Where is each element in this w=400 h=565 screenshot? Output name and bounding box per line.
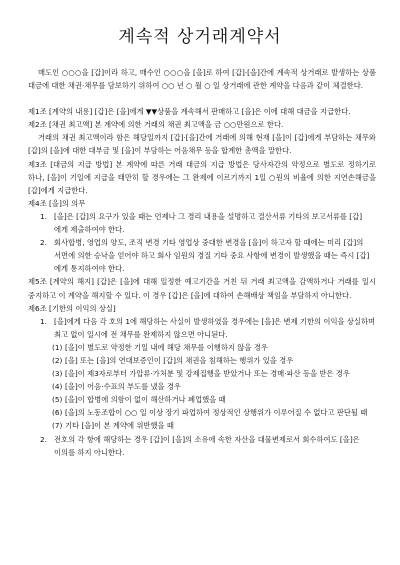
article-2-heading: 제2조 [채권 최고액] 본 계약에 의한 거래의 채권 최고액을 금 ○○만원으로 한다. <box>28 120 284 130</box>
sub-item-number: (5) <box>52 395 63 405</box>
article-6-list-continued <box>28 433 376 459</box>
sub-item <box>28 380 376 393</box>
article-2-body: 거래의 채권 최고액이라 함은 해당일까지 [갑]·[을]간에 거래에 의해 현재 [을]이 [갑]에게 부담하는 채무와 [갑]의 [을]에 대한 대부금 및 [을]이 부담하는 어음채무 등을 합계한 총액을 말한다. <box>28 133 376 156</box>
sub-item-text: 기타 [을]이 본 계약에 위반했을 때 <box>65 421 174 431</box>
sub-item-number: (4) <box>52 382 63 392</box>
sub-item <box>28 354 376 367</box>
item-number: 1. <box>40 211 47 221</box>
sub-item-text: [을]이 합병에 의함이 없이 해산하거나 폐업했을 때 <box>65 395 226 405</box>
article-1: 제1조 [계약의 내용] [갑]은 [을]에게 ▼▼상품을 계속해서 판매하고 [을]은 이에 대해 대금을 지급한다. <box>28 107 351 117</box>
sub-item <box>28 393 376 406</box>
item-text: [을]은 [갑]의 요구가 있을 때는 언제나 그 경리 내용을 설명하고 결산서류 기타의 보고서류를 [갑]에게 제출하여야 한다. <box>54 211 363 235</box>
sub-item-text: [을]의 노동조합이 ○○ 일 이상 장기 파업하여 정상적인 상행위가 이루어질 수 없다고 판단될 때 <box>65 408 368 418</box>
item-text: 전호의 각 항에 해당하는 경우 [갑]이 [을]의 소유에 속한 자산을 대물변제로서 회수하여도 [을]은 이의를 하지 아니한다. <box>54 434 360 457</box>
article-6-list <box>28 315 376 341</box>
list-item <box>28 210 376 236</box>
intro-paragraph: 매도인 ○○○을 [갑]이라 하고, 매수인 ○○○을 [을]로 하여 [갑]·[을]간에 계속적 상거래로 발생하는 상품 대금에 대한 채권·채무를 담보하기 위하여 ○○ 년 ○ 월 ○ 일 상거래에 관한 계약을 다음과 같이 체결한다. <box>28 68 376 91</box>
article-3: 제3조 [대금의 지급 방법] 본 계약에 따른 거래 대금의 지급 방법은 당사자간의 약정으로 별도로 정하기로 하나, [을]이 기일에 지급을 태만히 할 경우에는 그 완제에 이르기까지 1일 ○원의 비율에 의한 지연손해금을 [갑]에게 지급한다. <box>28 159 376 195</box>
item-text: [을]에게 다음 각 호의 1에 해당하는 사실이 발생하였을 경우에는 [을]은 변제 기한의 이익을 상실하며 최고 없이 일시에 전 채무를 완제하지 않으면 아니된다. <box>54 316 376 339</box>
sub-item-text: [을]이 제3자로부터 가압류·가처분 및 강제집행을 받았거나 또는 경매·파산 등을 받은 경우 <box>65 369 350 379</box>
article-6-heading: 제6조 [기한의 이익의 상실] <box>28 303 116 313</box>
article-5: 제5조 [계약의 해지] [갑]은 [을]에 대해 일정한 예고기간을 거친 뒤 거래 최고액을 감액하거나 거래를 일시 중지하고 이 계약을 해지할 수 있다. 이 경우 [갑]은 [을]에 대하여 손해배상 책임을 부담하지 아니한다. <box>28 277 376 300</box>
sub-item-number: (2) <box>52 355 63 365</box>
sub-item-number: (6) <box>52 408 63 418</box>
list-item <box>28 315 376 341</box>
sub-item <box>28 341 376 354</box>
item-number: 2. <box>40 238 47 248</box>
item-text: 회사합병, 영업의 양도, 조직 변경 기타 영업상 중대한 변경을 [을]이 하고자 할 때에는 미리 [갑]의 서면에 의한 승낙을 얻어야 하고 회사 임원의 경질 기타 중요 사항에 변경이 발생했을 때는 즉시 [갑]에게 통지하여야 한다. <box>54 238 370 274</box>
item-number: 1. <box>40 316 47 326</box>
article-4-list <box>28 210 376 275</box>
sub-item <box>28 419 376 432</box>
document-title: 계속적 상거래계약서 <box>118 27 282 47</box>
item-number: 2. <box>40 434 47 444</box>
article-6-sublist <box>28 341 376 433</box>
sub-item-number: (1) <box>52 342 63 352</box>
list-item <box>28 236 376 275</box>
sub-item <box>28 406 376 419</box>
sub-item-text: [을]이 별도로 약정한 기일 내에 해당 채무를 이행하지 않을 경우 <box>65 342 268 352</box>
sub-item <box>28 367 376 380</box>
sub-item-number: (3) <box>52 369 63 379</box>
sub-item-text: [을]이 어음·수표의 부도를 냈을 경우 <box>65 382 181 392</box>
list-item <box>28 433 376 459</box>
article-4-heading: 제4조 [을]의 의무 <box>28 198 86 208</box>
sub-item-number: (7) <box>52 421 63 431</box>
document-body <box>28 66 376 459</box>
sub-item-text: [을] 또는 [을]의 연대보증인이 [갑]의 채권을 침해하는 행위가 있을 경우 <box>65 355 294 365</box>
